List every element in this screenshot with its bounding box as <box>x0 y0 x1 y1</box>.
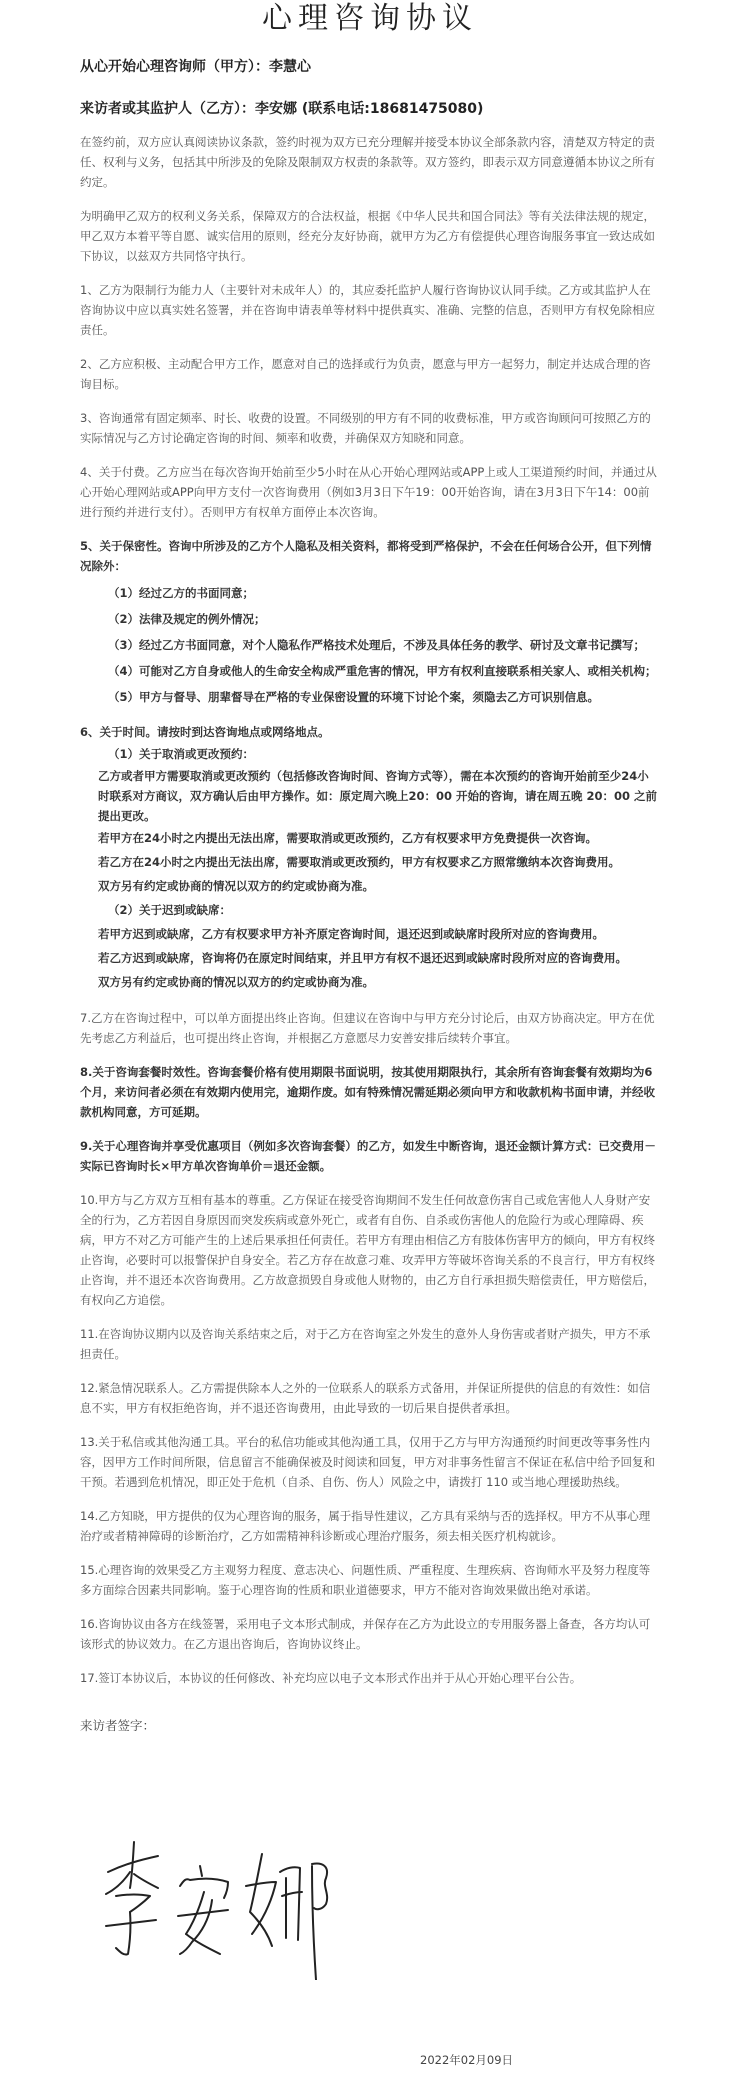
clause-6-1-a: 乙方或者甲方需要取消或更改预约（包括修改咨询时间、咨询方式等），需在本次预约的咨询开始前至少24小时联系对方商议，双方确认后由甲方操作。如：原定周六晚上20：00 开始的咨询，请在周五晚 20：00 之前提出更改。 <box>98 769 658 823</box>
clause-14: 14.乙方知晓，甲方提供的仅为心理咨询的服务，属于指导性建议，乙方具有采纳与否的选择权。甲方不从事心理治疗或者精神障碍的诊断治疗，乙方如需精神科诊断或心理治疗服务，须去相关医疗机构就诊。 <box>80 1509 651 1543</box>
document-title: 心理咨询协议 <box>262 1 478 36</box>
clause-6-1-c: 若乙方在24小时之内提出无法出席，需要取消或更改预约，甲方有权要求乙方照常缴纳本次咨询费用。 <box>98 855 620 869</box>
clause-17: 17.签订本协议后，本协议的任何修改、补充均应以电子文本形式作出并于从心开始心理平台公告。 <box>80 1671 582 1685</box>
party-b: 来访者或其监护人（乙方）：李安娜 (联系电话:18681475080) <box>80 101 484 117</box>
intro-paragraph-1: 在签约前，双方应认真阅读协议条款，签约时视为双方已充分理解并接受本协议全部条款内容，清楚双方特定的责任、权利与义务，包括其中所涉及的免除及限制双方权责的条款等。双方签约，即表示双方同意遵循本协议之所有约定。 <box>80 135 655 189</box>
clause-13: 13.关于私信或其他沟通工具。平台的私信功能或其他沟通工具，仅用于乙方与甲方沟通预约时间更改等事务性内容，因甲方工作时间所限，信息留言不能确保被及时阅读和回复，甲方对非事务性留言不保证在私信中给予回复和干预。若遇到危机情况，即正处于危机（自杀、自伤、伤人）风险之中，请拨打 110 或当地心理援助热线。 <box>80 1435 655 1489</box>
clause-5-item: （3）经过乙方书面同意，对个人隐私作严格技术处理后，不涉及具体任务的教学、研讨及文章书记撰写； <box>108 638 645 652</box>
clause-6-body <box>80 742 660 994</box>
clause-5-item: （5）甲方与督导、朋辈督导在严格的专业保密设置的环境下讨论个案，须隐去乙方可识别信息。 <box>108 690 599 704</box>
clause-12: 12.紧急情况联系人。乙方需提供除本人之外的一位联系人的联系方式备用，并保证所提供的信息的有效性：如信息不实，甲方有权拒绝咨询，并不退还咨询费用，由此导致的一切后果自提供者承担。 <box>80 1381 651 1415</box>
clause-16: 16.咨询协议由各方在线签署，采用电子文本形式制成，并保存在乙方为此设立的专用服务器上备查，各方均认可该形式的协议效力。在乙方退出咨询后，咨询协议终止。 <box>80 1617 651 1651</box>
clause-8: 8.关于咨询套餐时效性。咨询套餐价格有使用期限书面说明，按其使用期限执行，其余所有咨询套餐有效期均为6个月，来访问者必须在有效期内使用完，逾期作废。如有特殊情况需延期必须向甲方和收款机构书面申请，并经收款机构同意，方可延期。 <box>80 1065 655 1119</box>
intro-paragraph-2: 为明确甲乙双方的权利义务关系，保障双方的合法权益，根据《中华人民共和国合同法》等有关法律法规的规定，甲乙双方本着平等自愿、诚实信用的原则，经充分友好协商，就甲方为乙方有偿提供心理咨询服务事宜一致达成如下协议，以兹双方共同恪守执行。 <box>80 209 655 263</box>
clause-15: 15.心理咨询的效果受乙方主观努力程度、意志决心、问题性质、严重程度、生理疾病、咨询师水平及努力程度等多方面综合因素共同影响。鉴于心理咨询的性质和职业道德要求，甲方不能对咨询效果做出绝对承诺。 <box>80 1563 651 1597</box>
clause-6: 6、关于时间。请按时到达咨询地点或网络地点。 <box>80 725 330 739</box>
clause-6-1-d: 双方另有约定或协商的情况以双方的约定或协商为准。 <box>98 879 374 893</box>
clause-6-2-heading: （2）关于迟到或缺席： <box>108 903 232 917</box>
clause-6-1-heading: （1）关于取消或更改预约： <box>108 747 255 761</box>
signature-label: 来访者签字： <box>80 1718 156 1733</box>
clause-5-item: （2）法律及规定的例外情况； <box>108 612 266 626</box>
clause-6-2-c: 双方另有约定或协商的情况以双方的约定或协商为准。 <box>98 975 374 989</box>
clause-6-2-a: 若甲方迟到或缺席，乙方有权要求甲方补齐原定咨询时间，退还迟到或缺席时段所对应的咨询费用。 <box>98 927 604 941</box>
clause-2: 2、乙方应积极、主动配合甲方工作，愿意对自己的选择或行为负责，愿意与甲方一起努力，制定并达成合理的咨询目标。 <box>80 357 651 391</box>
clause-9: 9.关于心理咨询并享受优惠项目（例如多次咨询套餐）的乙方，如发生中断咨询，退还金额计算方式：已交费用－实际已咨询时长×甲方单次咨询单价＝退还金额。 <box>80 1139 656 1173</box>
clause-11: 11.在咨询协议期内以及咨询关系结束之后，对于乙方在咨询室之外发生的意外人身伤害或者财产损失，甲方不承担责任。 <box>80 1327 651 1361</box>
clause-5-item: （1）经过乙方的书面同意； <box>108 586 255 600</box>
signature-date: 2022年02月09日 <box>420 2053 514 2067</box>
clause-5-exceptions <box>80 580 660 710</box>
handwritten-signature <box>100 1830 340 1980</box>
party-a: 从心开始心理咨询师（甲方）：李慧心 <box>80 59 311 75</box>
clause-3: 3、咨询通常有固定频率、时长、收费的设置。不同级别的甲方有不同的收费标准，甲方或咨询顾问可按照乙方的实际情况与乙方讨论确定咨询的时间、频率和收费，并确保双方知晓和同意。 <box>80 411 651 445</box>
clause-7: 7.乙方在咨询过程中，可以单方面提出终止咨询。但建议在咨询中与甲方充分讨论后，由双方协商决定。甲方在优先考虑乙方利益后，也可提出终止咨询，并根据乙方意愿尽力安善安排后续转介事宜。 <box>80 1011 655 1045</box>
clause-6-1-b: 若甲方在24小时之内提出无法出席，需要取消或更改预约，乙方有权要求甲方免费提供一次咨询。 <box>98 831 597 845</box>
clause-6-2-b: 若乙方迟到或缺席，咨询将仍在原定时间结束，并且甲方有权不退还迟到或缺席时段所对应的咨询费用。 <box>98 951 627 965</box>
clause-5-item: （4）可能对乙方自身或他人的生命安全构成严重危害的情况，甲方有权利直接联系相关家人、或相关机构； <box>108 664 657 678</box>
clause-4: 4、关于付费。乙方应当在每次咨询开始前至少5小时在从心开始心理网站或APP上或人工渠道预约时间，并通过从心开始心理网站或APP向甲方支付一次咨询费用（例如3月3日下午19：00开始咨询，请在3月3日下午14：00前进行预约并进行支付）。否则甲方有权单方面停止本次咨询。 <box>80 465 657 519</box>
clause-5: 5、关于保密性。咨询中所涉及的乙方个人隐私及相关资料，都将受到严格保护，不会在任何场合公开，但下列情况除外： <box>80 539 652 573</box>
clause-10: 10.甲方与乙方双方互相有基本的尊重。乙方保证在接受咨询期间不发生任何故意伤害自己或危害他人人身财产安全的行为，乙方若因自身原因而突发疾病或意外死亡，或者有自伤、自杀或伤害他人的危险行为或心理障碍、疾病，甲方不对乙方可能产生的上述后果承担任何责任。若甲方有理由相信乙方有肢体伤害甲方的倾向，甲方有权终止咨询，必要时可以报警保护自身安全。若乙方存在故意刁难、攻弄甲方等破坏咨询关系的不良言行，甲方有权终止咨询，并不退还本次咨询费用。乙方故意损毁自身或他人财物的，由乙方自行承担损失赔偿责任，甲方赔偿后，有权向乙方追偿。 <box>80 1193 655 1307</box>
clause-1: 1、乙方为限制行为能力人（主要针对未成年人）的，其应委托监护人履行咨询协议认同手续。乙方或其监护人在咨询协议中应以真实姓名签署，并在咨询申请表单等材料中提供真实、准确、完整的信息，否则甲方有权免除相应责任。 <box>80 283 655 337</box>
